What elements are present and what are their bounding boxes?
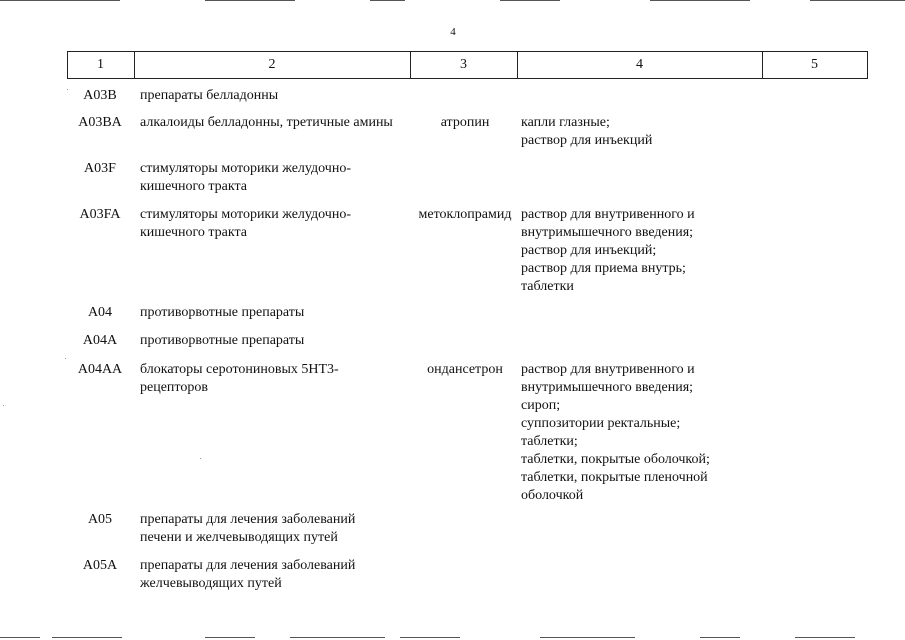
- dosage-form: суппозитории ректальные;: [521, 416, 681, 431]
- column-divider: [867, 51, 868, 79]
- atc-code: A03B: [83, 88, 117, 103]
- atc-code: A03F: [84, 161, 116, 176]
- scan-artifact-bottom: [795, 637, 855, 638]
- drug-name: метоклопрамид: [418, 207, 512, 222]
- dosage-forms: [521, 114, 761, 150]
- header-col-3: 3: [460, 57, 467, 72]
- dosage-form: капли глазные;: [521, 115, 610, 130]
- scan-artifact-bottom: [540, 637, 635, 638]
- scan-artifact-top: [205, 0, 295, 1]
- atc-code: A03BA: [78, 115, 122, 130]
- group-name: препараты для лечения заболеваний печени и желчевыводящих путей: [140, 512, 356, 545]
- group-name: стимуляторы моторики желудочно-кишечного тракта: [140, 161, 351, 194]
- scan-speck: [67, 89, 68, 90]
- drug-name: ондансетрон: [427, 362, 503, 377]
- group-name: противорвотные препараты: [140, 305, 305, 320]
- atc-code: A05A: [82, 558, 118, 573]
- scan-artifact-bottom: [700, 637, 740, 638]
- scan-artifact-top: [810, 0, 905, 1]
- scan-artifact-top: [650, 0, 750, 1]
- atc-code: A04: [87, 305, 113, 320]
- group-name: стимуляторы моторики желудочно-кишечного тракта: [140, 207, 351, 240]
- header-col-5: 5: [811, 57, 818, 72]
- dosage-form: таблетки, покрытые оболочкой;: [521, 452, 710, 467]
- header-col-2: 2: [268, 57, 276, 72]
- scan-artifact-bottom: [0, 637, 40, 638]
- header-col-4: 4: [636, 57, 643, 72]
- dosage-form: раствор для инъекций: [521, 133, 653, 148]
- group-name: блокаторы серотониновых 5HT3-рецепторов: [140, 362, 339, 395]
- scan-speck: [200, 458, 201, 459]
- group-name: противорвотные препараты: [140, 333, 305, 348]
- group-name: препараты для лечения заболеваний желчевыводящих путей: [140, 558, 356, 591]
- dosage-form: таблетки: [521, 279, 574, 294]
- dosage-form: раствор для внутривенного и внутримышечного введения;: [521, 207, 695, 240]
- scan-speck: [65, 358, 66, 359]
- drug-name: атропин: [440, 115, 490, 130]
- scan-artifact-top: [0, 0, 120, 1]
- dosage-form: сироп;: [521, 398, 561, 413]
- scan-artifact-bottom: [205, 637, 255, 638]
- scan-artifact-top: [370, 0, 405, 1]
- group-name: препараты белладонны: [140, 88, 279, 103]
- header-bottom-border: [67, 78, 868, 79]
- dosage-form: таблетки;: [521, 434, 578, 449]
- atc-code: A03FA: [79, 207, 121, 222]
- page-number: 4: [450, 26, 456, 38]
- scan-artifact-bottom: [290, 637, 385, 638]
- scan-artifact-bottom: [52, 637, 122, 638]
- header-col-1: 1: [97, 57, 104, 72]
- dosage-form: таблетки, покрытые пленочной оболочкой: [521, 470, 708, 503]
- dosage-form: раствор для внутривенного и внутримышечного введения;: [521, 362, 695, 395]
- header-top-border: [67, 51, 868, 52]
- scan-artifact-top: [500, 0, 560, 1]
- dosage-form: раствор для приема внутрь;: [521, 261, 686, 276]
- atc-code: A04AA: [77, 362, 123, 377]
- dosage-forms: [521, 206, 761, 296]
- dosage-forms: [521, 361, 761, 505]
- dosage-form: раствор для инъекций;: [521, 243, 657, 258]
- scan-speck: [3, 405, 4, 406]
- atc-code: A05: [87, 512, 113, 527]
- group-name: алкалоиды белладонны, третичные амины: [140, 115, 393, 130]
- atc-code: A04A: [82, 333, 118, 348]
- scan-artifact-bottom: [400, 637, 460, 638]
